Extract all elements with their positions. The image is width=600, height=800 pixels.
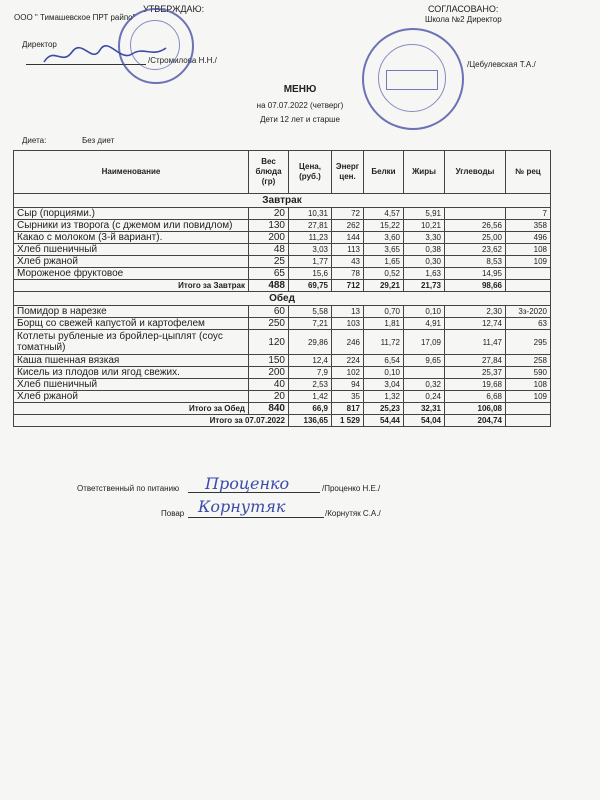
grand-total-protein: 54,44 xyxy=(364,415,404,427)
dish-rec: 295 xyxy=(506,330,551,355)
dish-rec: 3з-2020 xyxy=(506,306,551,318)
total-weight: 488 xyxy=(249,280,289,292)
total-weight: 840 xyxy=(249,403,289,415)
dish-rec: 496 xyxy=(506,232,551,244)
grand-total-label: Итого за 07.07.2022 xyxy=(14,415,289,427)
dish-price: 12,4 xyxy=(289,355,332,367)
dish-weight: 20 xyxy=(249,391,289,403)
dish-protein: 1,32 xyxy=(364,391,404,403)
dish-name: Кисель из плодов или ягод свежих. xyxy=(14,367,249,379)
dish-energy: 102 xyxy=(332,367,364,379)
dish-rec: 108 xyxy=(506,379,551,391)
agreed-label: СОГЛАСОВАНО: xyxy=(428,4,499,14)
table-header-row xyxy=(14,151,551,194)
dish-weight: 25 xyxy=(249,256,289,268)
director-signature xyxy=(40,40,170,70)
col-header-protein: Белки xyxy=(364,151,404,194)
dish-name: Каша пшенная вязкая xyxy=(14,355,249,367)
total-carbs: 98,66 xyxy=(445,280,506,292)
dish-rec: 258 xyxy=(506,355,551,367)
total-carbs: 106,08 xyxy=(445,403,506,415)
total-rec xyxy=(506,280,551,292)
dish-protein: 3,04 xyxy=(364,379,404,391)
dish-price: 3,03 xyxy=(289,244,332,256)
total-protein: 25,23 xyxy=(364,403,404,415)
dish-weight: 150 xyxy=(249,355,289,367)
section-title: Завтрак xyxy=(14,194,551,208)
col-header-price: Цена, (руб.) xyxy=(289,151,332,194)
dish-fat: 3,30 xyxy=(404,232,445,244)
responsible-label: Ответственный по питанию xyxy=(77,484,180,493)
approved-label: УТВЕРЖДАЮ: xyxy=(143,4,205,14)
dish-carbs: 27,84 xyxy=(445,355,506,367)
responsible-name: /Проценко Н.Е./ xyxy=(322,484,381,493)
dish-name: Сыр (порциями.) xyxy=(14,208,249,220)
total-energy: 712 xyxy=(332,280,364,292)
dish-carbs: 25,37 xyxy=(445,367,506,379)
dish-name: Помидор в нарезке xyxy=(14,306,249,318)
diet-label: Диета: xyxy=(22,136,47,145)
dish-name: Хлеб ржаной xyxy=(14,256,249,268)
dish-price: 10,31 xyxy=(289,208,332,220)
dish-weight: 130 xyxy=(249,220,289,232)
dish-weight: 120 xyxy=(249,330,289,355)
cook-signature-line xyxy=(188,517,324,518)
dish-carbs: 14,95 xyxy=(445,268,506,280)
dish-energy: 224 xyxy=(332,355,364,367)
dish-carbs xyxy=(445,208,506,220)
dish-protein: 11,72 xyxy=(364,330,404,355)
dish-energy: 78 xyxy=(332,268,364,280)
table-row xyxy=(14,330,551,355)
total-fat: 32,31 xyxy=(404,403,445,415)
organization-name: ООО " Тимашевское ПРТ райпо" xyxy=(14,13,136,22)
dish-rec: 358 xyxy=(506,220,551,232)
table-row xyxy=(14,367,551,379)
dish-protein: 0,52 xyxy=(364,268,404,280)
dish-energy: 43 xyxy=(332,256,364,268)
dish-carbs: 8,53 xyxy=(445,256,506,268)
grand-total-rec xyxy=(506,415,551,427)
dish-protein: 1,81 xyxy=(364,318,404,330)
menu-date: на 07.07.2022 (четверг) xyxy=(256,101,344,110)
dish-price: 2,53 xyxy=(289,379,332,391)
table-row xyxy=(14,256,551,268)
diet-value: Без диет xyxy=(82,136,115,145)
school-director-name: /Цебулевская Т.А./ xyxy=(467,60,536,69)
col-header-fat: Жиры xyxy=(404,151,445,194)
responsible-signature: Проценко xyxy=(205,474,290,493)
dish-energy: 113 xyxy=(332,244,364,256)
dish-weight: 20 xyxy=(249,208,289,220)
section-total-row xyxy=(14,280,551,292)
dish-fat: 1,63 xyxy=(404,268,445,280)
dish-rec: 63 xyxy=(506,318,551,330)
col-header-name: Наименование xyxy=(14,151,249,194)
dish-price: 27,81 xyxy=(289,220,332,232)
dish-weight: 250 xyxy=(249,318,289,330)
dish-fat: 17,09 xyxy=(404,330,445,355)
dish-name: Борщ со свежей капустой и картофелем xyxy=(14,318,249,330)
dish-fat: 0,38 xyxy=(404,244,445,256)
dish-carbs: 25,00 xyxy=(445,232,506,244)
dish-fat xyxy=(404,367,445,379)
menu-audience: Дети 12 лет и старше xyxy=(260,115,340,124)
dish-name: Хлеб пшеничный xyxy=(14,244,249,256)
dish-energy: 246 xyxy=(332,330,364,355)
grand-total-price: 136,65 xyxy=(289,415,332,427)
dish-weight: 48 xyxy=(249,244,289,256)
dish-energy: 72 xyxy=(332,208,364,220)
dish-weight: 60 xyxy=(249,306,289,318)
menu-table xyxy=(13,150,551,427)
dish-weight: 200 xyxy=(249,232,289,244)
grand-total-energy: 1 529 xyxy=(332,415,364,427)
col-header-energy: Энерг цен. xyxy=(332,151,364,194)
dish-rec: 109 xyxy=(506,391,551,403)
section-title: Обед xyxy=(14,292,551,306)
grand-total-row xyxy=(14,415,551,427)
section-total-label: Итого за Обед xyxy=(14,403,249,415)
dish-name: Мороженое фруктовое xyxy=(14,268,249,280)
dish-name: Хлеб ржаной xyxy=(14,391,249,403)
table-row xyxy=(14,268,551,280)
dish-carbs: 6,68 xyxy=(445,391,506,403)
dish-fat: 0,32 xyxy=(404,379,445,391)
total-fat: 21,73 xyxy=(404,280,445,292)
dish-price: 1,77 xyxy=(289,256,332,268)
dish-protein: 1,65 xyxy=(364,256,404,268)
cook-signature: Корнутяк xyxy=(198,497,286,516)
dish-protein: 15,22 xyxy=(364,220,404,232)
dish-protein: 0,70 xyxy=(364,306,404,318)
dish-fat: 5,91 xyxy=(404,208,445,220)
menu-title: МЕНЮ xyxy=(283,84,317,95)
dish-price: 5,58 xyxy=(289,306,332,318)
table-row xyxy=(14,355,551,367)
dish-energy: 144 xyxy=(332,232,364,244)
dish-carbs: 12,74 xyxy=(445,318,506,330)
table-row xyxy=(14,391,551,403)
table-row xyxy=(14,379,551,391)
total-price: 69,75 xyxy=(289,280,332,292)
section-total-row xyxy=(14,403,551,415)
section-row xyxy=(14,292,551,306)
dish-rec: 109 xyxy=(506,256,551,268)
grand-total-carbs: 204,74 xyxy=(445,415,506,427)
dish-weight: 200 xyxy=(249,367,289,379)
dish-weight: 40 xyxy=(249,379,289,391)
total-energy: 817 xyxy=(332,403,364,415)
dish-protein: 6,54 xyxy=(364,355,404,367)
total-price: 66,9 xyxy=(289,403,332,415)
cook-label: Повар xyxy=(161,509,185,518)
section-row xyxy=(14,194,551,208)
dish-name: Хлеб пшеничный xyxy=(14,379,249,391)
dish-price: 11,23 xyxy=(289,232,332,244)
dish-price: 29,86 xyxy=(289,330,332,355)
dish-carbs: 19,68 xyxy=(445,379,506,391)
dish-carbs: 23,62 xyxy=(445,244,506,256)
dish-carbs: 11,47 xyxy=(445,330,506,355)
total-rec xyxy=(506,403,551,415)
director-label: Директор xyxy=(22,40,57,49)
dish-name: Сырники из творога (с джемом или повидлом) xyxy=(14,220,249,232)
dish-carbs: 2,30 xyxy=(445,306,506,318)
dish-fat: 9,65 xyxy=(404,355,445,367)
dish-energy: 103 xyxy=(332,318,364,330)
table-row xyxy=(14,244,551,256)
col-header-carbs: Углеводы xyxy=(445,151,506,194)
dish-rec: 7 xyxy=(506,208,551,220)
table-row xyxy=(14,232,551,244)
section-total-label: Итого за Завтрак xyxy=(14,280,249,292)
director-name: /Стромилова Н.Н./ xyxy=(148,56,217,65)
cook-name: /Корнутяк С.А./ xyxy=(325,509,381,518)
col-header-weight: Вес блюда (гр) xyxy=(249,151,289,194)
dish-protein: 3,65 xyxy=(364,244,404,256)
dish-price: 7,21 xyxy=(289,318,332,330)
table-row xyxy=(14,208,551,220)
table-row xyxy=(14,306,551,318)
dish-fat: 0,30 xyxy=(404,256,445,268)
dish-energy: 35 xyxy=(332,391,364,403)
dish-name: Котлеты рубленые из бройлер-цыплят (соус томатный) xyxy=(14,330,249,355)
dish-price: 1,42 xyxy=(289,391,332,403)
dish-rec: 590 xyxy=(506,367,551,379)
col-header-rec: № рец xyxy=(506,151,551,194)
dish-name: Какао с молоком (3-й вариант). xyxy=(14,232,249,244)
grand-total-fat: 54,04 xyxy=(404,415,445,427)
table-row xyxy=(14,220,551,232)
dish-price: 15,6 xyxy=(289,268,332,280)
table-row xyxy=(14,318,551,330)
dish-protein: 4,57 xyxy=(364,208,404,220)
dish-rec xyxy=(506,268,551,280)
school-director-label: Школа №2 Директор xyxy=(425,15,502,24)
dish-protein: 0,10 xyxy=(364,367,404,379)
dish-fat: 4,91 xyxy=(404,318,445,330)
dish-energy: 13 xyxy=(332,306,364,318)
total-protein: 29,21 xyxy=(364,280,404,292)
dish-rec: 108 xyxy=(506,244,551,256)
dish-weight: 65 xyxy=(249,268,289,280)
dish-protein: 3,60 xyxy=(364,232,404,244)
dish-fat: 0,24 xyxy=(404,391,445,403)
dish-fat: 10,21 xyxy=(404,220,445,232)
dish-price: 7,9 xyxy=(289,367,332,379)
dish-carbs: 26,56 xyxy=(445,220,506,232)
dish-energy: 262 xyxy=(332,220,364,232)
dish-fat: 0,10 xyxy=(404,306,445,318)
dish-energy: 94 xyxy=(332,379,364,391)
